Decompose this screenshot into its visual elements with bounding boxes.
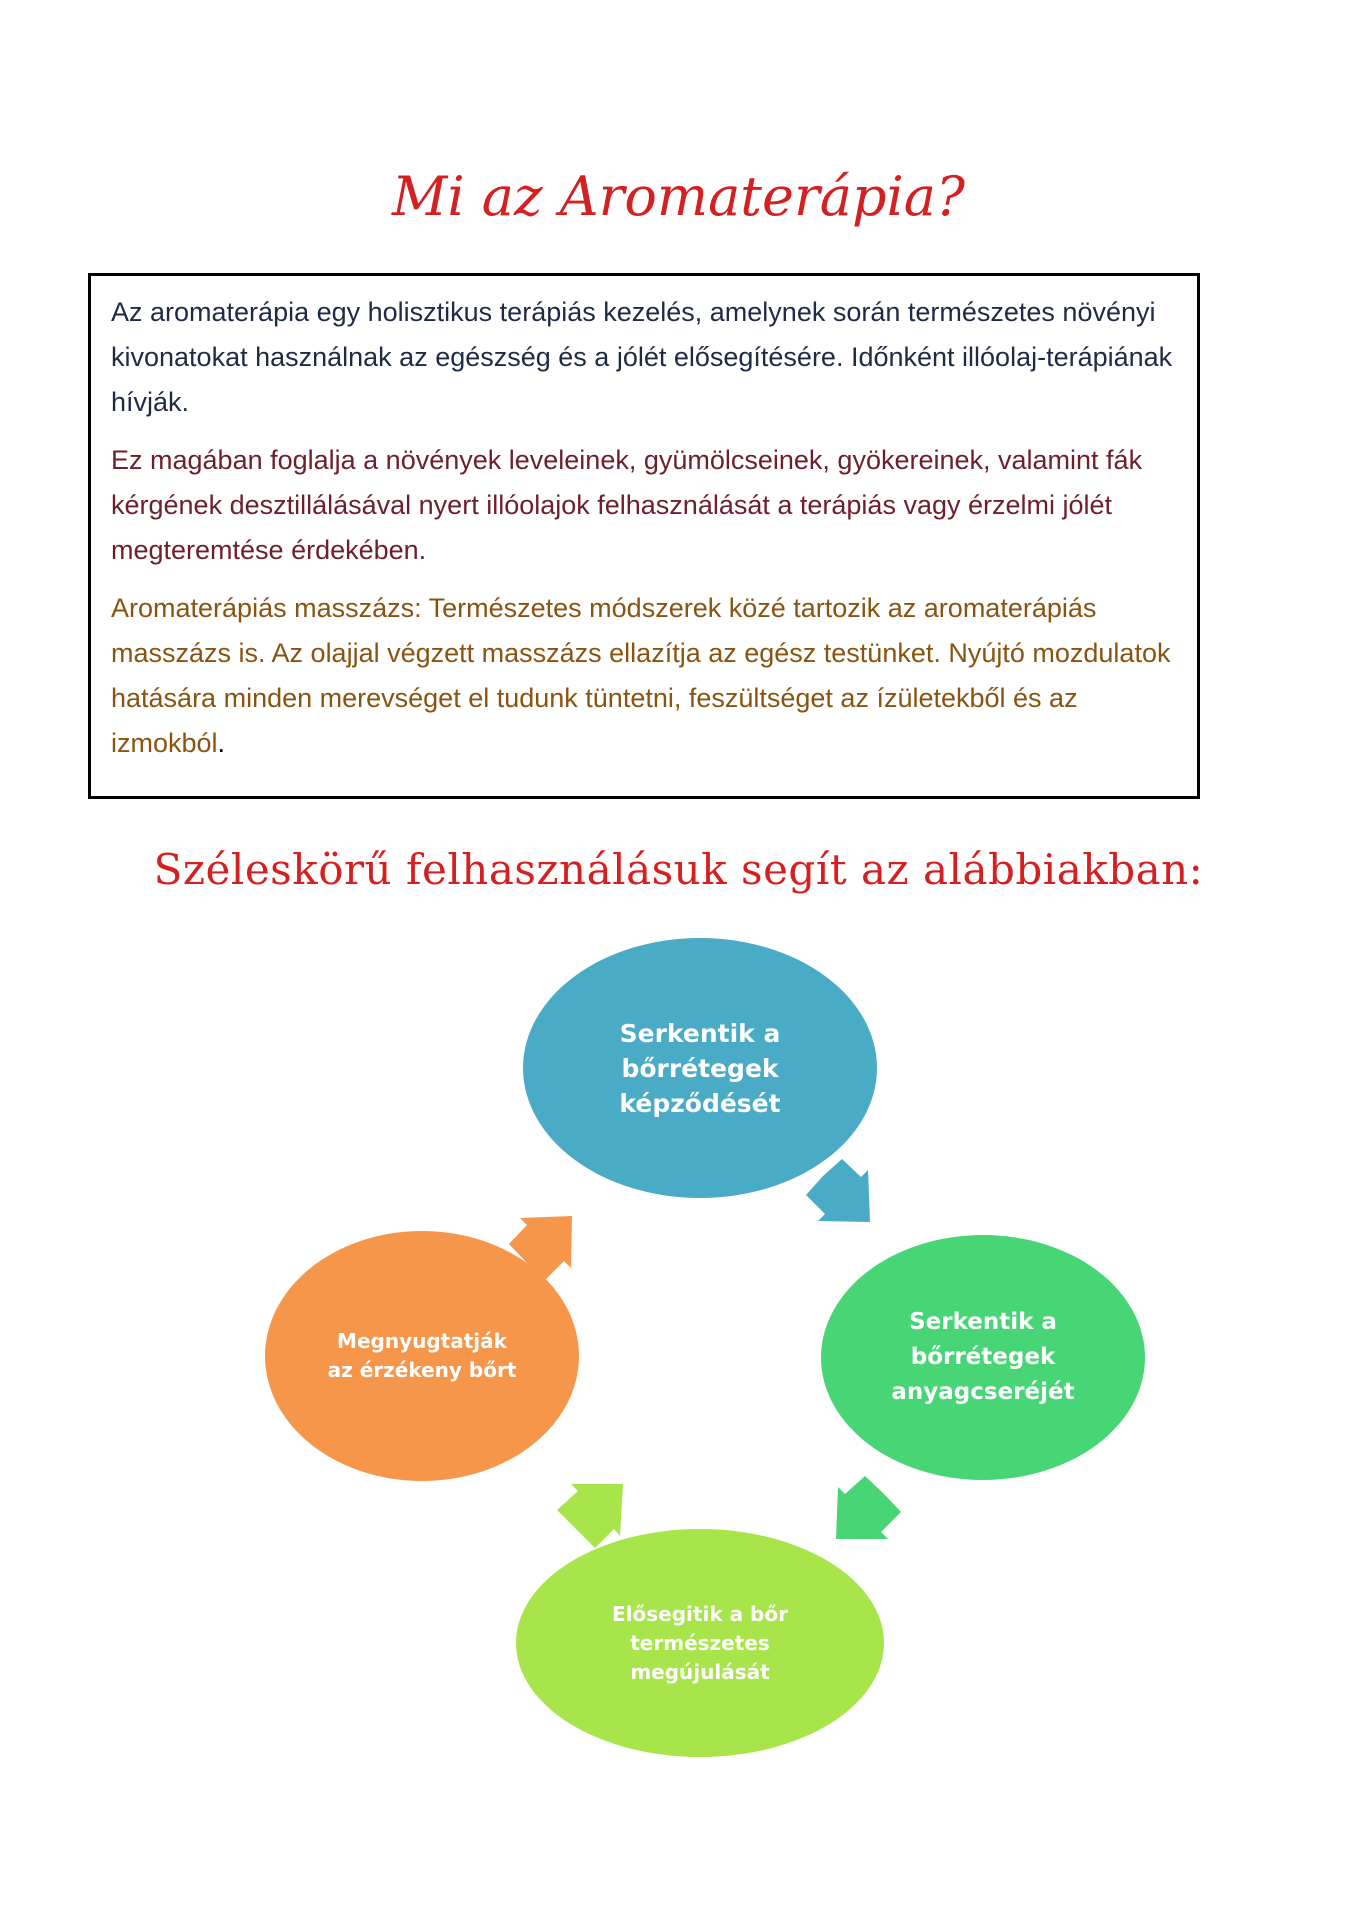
arrow-top-to-right-shape [806, 1159, 870, 1222]
arrow-top-to-right [806, 1159, 870, 1222]
intro-text-box [88, 273, 1200, 799]
cycle-node-soothe-sensitive-skin [265, 1231, 579, 1481]
arrow-bottom-to-left-shape [557, 1484, 623, 1548]
intro-paragraph-2: Ez magában foglalja a növények leveleinek, gyümölcseinek, gyökereinek, valamint fák kérgének desztillálásával nyert illóolajok felhasználását a terápiás vagy érzelmi jólét megteremtése érdekében. [111, 445, 1143, 565]
intro-paragraph-1: Az aromaterápia egy holisztikus terápiás kezelés, amelynek során természetes növényi kivonatokat használnak az egészség és a jólét elősegítésére. Időnként illóolaj-terápiának hívják. [111, 297, 1173, 417]
section-heading: Széleskörű felhasználásuk segít az alábbiakban: [153, 845, 1204, 894]
arrow-right-to-bottom [836, 1476, 901, 1539]
cycle-node-label: Serkentik a bőrrétegek anyagcseréjét [891, 1309, 1075, 1405]
massage-paragraph-text: Aromaterápiás masszázs: Természetes módszerek közé tartozik az aromaterápiás masszázs is. Az olajjal végzett masszázs ellazítja az egész testünket. Nyújtó mozdulatok hatására minden merevséget el tudunk tüntetni, feszültséget az ízületekből és az izmokból [111, 593, 1171, 758]
cycle-node-label: Elősegitik a bőr természetes megújulását [612, 1601, 788, 1684]
cycle-node-label: Megnyugtatják az érzékeny bőrt [327, 1329, 517, 1382]
page-title: Mi az Aromaterápia? [392, 165, 965, 228]
cycle-node-skin-metabolism [821, 1235, 1145, 1480]
arrow-bottom-to-left [557, 1484, 623, 1548]
massage-paragraph-period: . [217, 728, 226, 758]
intro-paragraph-3 [111, 586, 1175, 766]
arrow-right-to-bottom-shape [836, 1476, 901, 1539]
cycle-node-skin-layer-formation [523, 938, 877, 1198]
cycle-node-skin-renewal [516, 1529, 884, 1757]
cycle-node-label: Serkentik a bőrrétegek képződését [619, 1018, 781, 1118]
